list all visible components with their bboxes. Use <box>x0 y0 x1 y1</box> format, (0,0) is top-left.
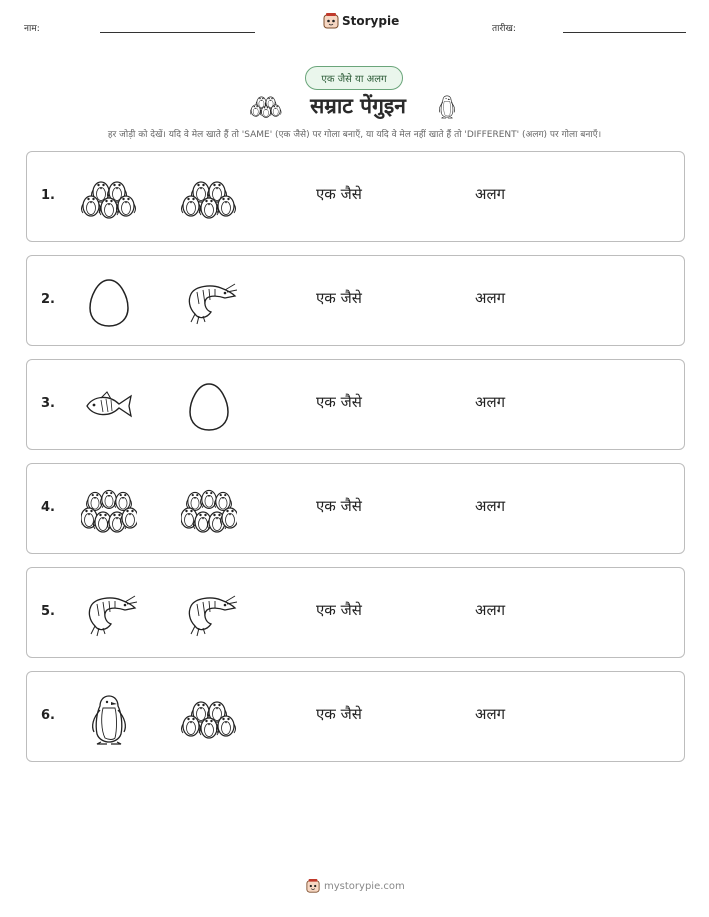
penguin-family-icon <box>181 170 237 226</box>
shrimp-icon <box>181 274 237 330</box>
date-line[interactable] <box>563 32 686 33</box>
same-option[interactable]: एक जैसे <box>316 601 362 619</box>
question-number: 4. <box>41 500 55 515</box>
same-option[interactable]: एक जैसे <box>316 185 362 203</box>
different-option[interactable]: अलग <box>475 185 506 203</box>
brand-name: Storypie <box>342 14 400 28</box>
page-title: सम्राट पेंगुइन <box>310 94 406 118</box>
different-option[interactable]: अलग <box>475 497 506 515</box>
egg-icon <box>81 274 137 330</box>
fish-icon <box>81 378 137 434</box>
question-row <box>26 359 685 450</box>
question-number: 1. <box>41 188 55 203</box>
question-row <box>26 671 685 762</box>
worksheet-type-badge: एक जैसे या अलग <box>305 66 403 90</box>
instructions: हर जोड़ी को देखें। यदि वे मेल खाते हैं तो 'SAME' (एक जैसे) पर गोला बनाएँ, या यदि वे मेल नहीं खाते हैं तो 'DIFFERENT' (अलग) पर गोला बनाएँ। <box>107 130 602 140</box>
penguin-huddle-icon <box>81 482 137 538</box>
same-option[interactable]: एक जैसे <box>316 497 362 515</box>
penguin-family-icon <box>81 170 137 226</box>
different-option[interactable]: अलग <box>475 289 506 307</box>
different-option[interactable]: अलग <box>475 705 506 723</box>
question-number: 6. <box>41 708 55 723</box>
title-row <box>250 90 460 122</box>
question-row <box>26 567 685 658</box>
standing-penguin-icon <box>81 690 137 746</box>
same-option[interactable]: एक जैसे <box>316 289 362 307</box>
question-number: 5. <box>41 604 55 619</box>
question-row <box>26 255 685 346</box>
footer <box>306 879 405 893</box>
penguin-family-icon <box>181 690 237 746</box>
shrimp-icon <box>81 586 137 642</box>
question-row <box>26 151 685 242</box>
name-line[interactable] <box>100 32 255 33</box>
question-row <box>26 463 685 554</box>
question-number: 3. <box>41 396 55 411</box>
egg-icon <box>181 378 237 434</box>
different-option[interactable]: अलग <box>475 601 506 619</box>
same-option[interactable]: एक जैसे <box>316 393 362 411</box>
same-option[interactable]: एक जैसे <box>316 705 362 723</box>
footer-url: mystorypie.com <box>324 880 405 892</box>
question-number: 2. <box>41 292 55 307</box>
shrimp-icon <box>181 586 237 642</box>
storypie-logo-icon <box>323 13 339 29</box>
storypie-logo-icon <box>306 879 320 893</box>
different-option[interactable]: अलग <box>475 393 506 411</box>
standing-penguin-icon <box>434 90 460 122</box>
name-label: नाम: <box>24 24 40 34</box>
date-label: तारीख: <box>492 24 516 34</box>
penguin-huddle-icon <box>181 482 237 538</box>
penguin-family-icon <box>250 90 282 122</box>
brand-logo <box>323 13 399 29</box>
